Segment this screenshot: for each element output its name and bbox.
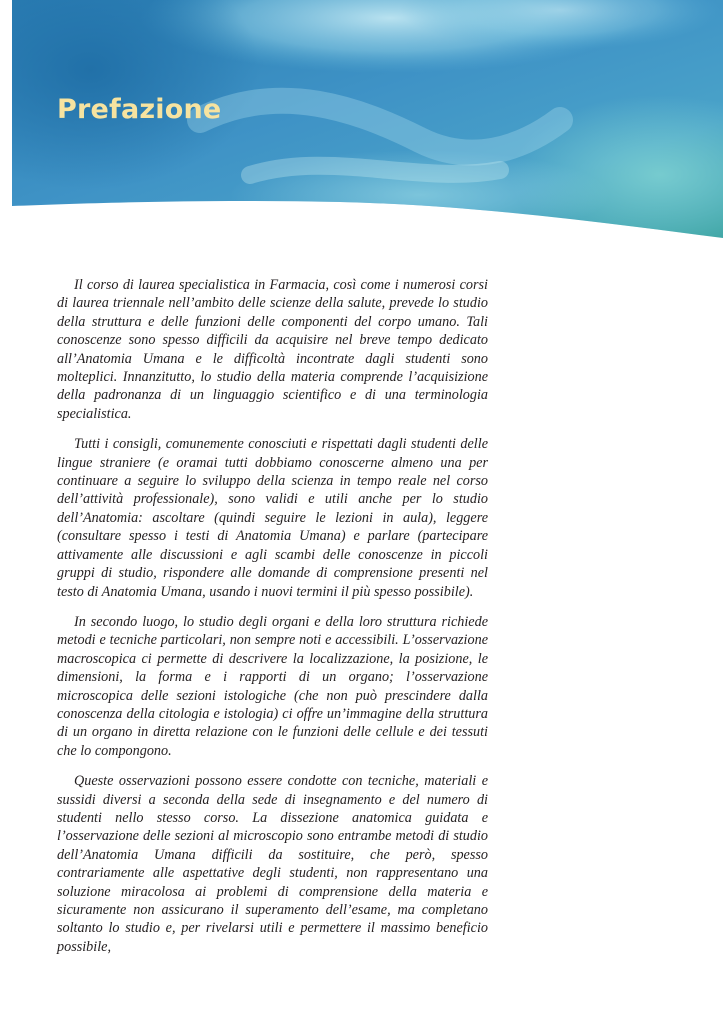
paragraph: Il corso di laurea specialistica in Farmacia, così come i numerosi corsi di laurea triennale nell’ambito delle scienze della salute, prevede lo studio della struttura e delle funzioni delle componenti del corpo umano. Tali conoscenze sono spesso difficili da acquisire nel breve tempo dedicato all’Anatomia Umana e le difficoltà incontrate dagli studenti sono molteplici. Innanzitutto, lo studio della materia comprende l’acquisizione della padronanza di un linguaggio scientifico e di una terminologia specialistica. [57, 277, 488, 422]
preface-body [57, 276, 488, 968]
page-title: Prefazione [57, 94, 222, 125]
paragraph: Tutti i consigli, comunemente conosciuti e rispettati dagli studenti delle lingue straniere (e oramai tutti dobbiamo conoscerne almeno una per continuare a seguire lo sviluppo della scienza in tempo reale nel corso dell’attività professionale), sono validi e utili anche per lo studio dell’Anatomia: ascoltare (quindi seguire le lezioni in aula), leggere (consultare spesso i testi di Anatomia Umana) e parlare (partecipare attivamente alle discussioni e agli scambi delle conoscenze in piccoli gruppi di studio, rispondere alle domande di comprensione presenti nel testo di Anatomia Umana, usando i nuovi termini il più spesso possibile). [57, 436, 488, 600]
paragraph: In secondo luogo, lo studio degli organi e della loro struttura richiede metodi e tecniche particolari, non sempre noti e accessibili. L’osservazione macroscopica ci permette di descrivere la localizzazione, la posizione, le dimensioni, la forma e i rapporti di un organo; l’osservazione microscopica delle sezioni istologiche (che non può prescindere dalla conoscenza della citologia e istologia) ci offre un’immagine della struttura di un organo in diretta relazione con le funzioni delle cellule e dei tessuti che lo compongono. [57, 613, 488, 759]
paragraph: Queste osservazioni possono essere condotte con tecniche, materiali e sussidi diversi a seconda della sede di insegnamento e del numero di studenti nello stesso corso. La dissezione anatomica guidata e l’osservazione delle sezioni al microscopio sono entrambe metodi di studio dell’Anatomia Umana difficili da sostituire, che però, spesso contrariamente alle aspettative degli studenti, non rappresentano una soluzione miracolosa ai problemi di comprensione della materia e sicuramente non assicurano il superamento dell’esame, ma completano soltanto lo studio e, per rivelarsi utili e permettere il massimo beneficio possibile, [57, 773, 488, 955]
